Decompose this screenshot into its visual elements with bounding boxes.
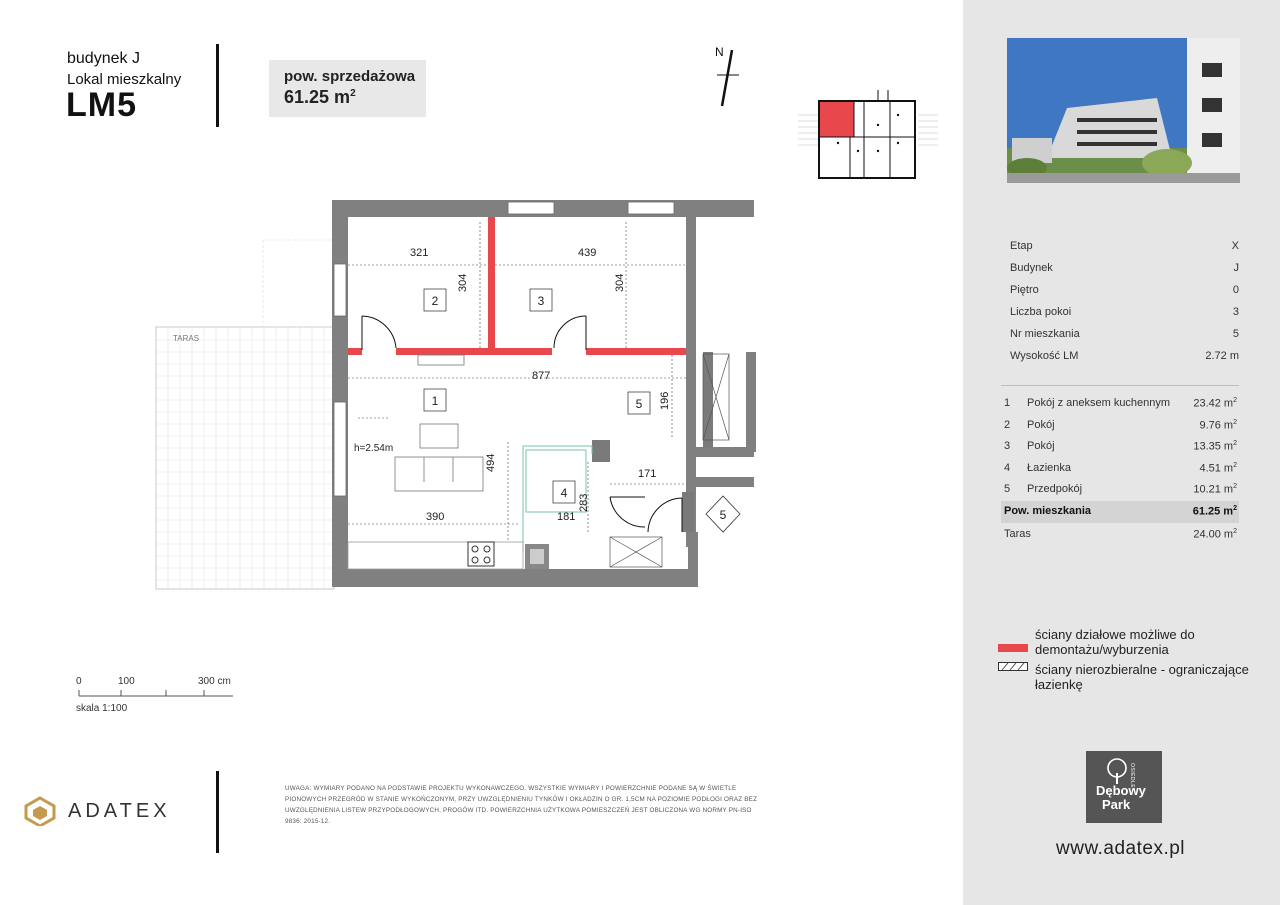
- total-area-label: Pow. mieszkania: [1004, 505, 1092, 517]
- room-row: [1001, 458, 1239, 480]
- legend-text-non-removable: ściany nierozbieralne - ograniczające łazienkę: [1035, 662, 1249, 692]
- scale-tick-300: 300 cm: [198, 676, 231, 687]
- legend-swatch-hatched: [998, 662, 1028, 671]
- info-row: [1010, 240, 1239, 262]
- info-row-value: 0: [1232, 284, 1239, 296]
- rooms-table: [1001, 393, 1239, 501]
- room-number-label: 4: [560, 486, 568, 500]
- website-link[interactable]: www.adatex.pl: [1056, 838, 1186, 859]
- compass-icon: [705, 40, 745, 110]
- info-row: [1010, 306, 1239, 328]
- room-row: [1001, 436, 1239, 458]
- info-row: [1010, 328, 1239, 350]
- room-row-area: 13.35 $m^2$: [1193, 440, 1237, 453]
- scale-tick-100: 100: [118, 676, 135, 687]
- room-row-area: 9.76 $m^2$: [1199, 418, 1237, 432]
- key-plan: [798, 85, 948, 185]
- dimension-labels: [410, 247, 671, 523]
- dimension-label: 439: [578, 247, 597, 259]
- total-area-row: [1001, 501, 1239, 523]
- header-divider: [216, 44, 219, 127]
- info-row-label: Liczba pokoi: [1010, 306, 1072, 318]
- info-row-value: X: [1231, 240, 1239, 252]
- info-row-value: 2.72 m: [1205, 350, 1239, 362]
- info-row-label: Wysokość LM: [1010, 350, 1079, 362]
- room-row: [1001, 479, 1239, 501]
- furniture: [395, 355, 483, 491]
- dimension-lines: [348, 222, 686, 542]
- room-row-area: 4.51 $m^2$: [1199, 461, 1237, 475]
- room-row-number: 3: [1004, 440, 1011, 452]
- sales-area-box: [269, 60, 426, 117]
- floor-plan: [148, 192, 760, 597]
- info-separator: [1001, 385, 1239, 386]
- estate-logo: [1086, 751, 1162, 823]
- legend-text-demolishable: ściany działowe możliwe do demontażu/wyburzenia: [1035, 627, 1195, 657]
- room-number-label: 5: [635, 397, 643, 411]
- dimension-label: 283: [578, 493, 590, 512]
- legend-swatch-demolishable: [998, 644, 1028, 652]
- compass-north-label: N: [715, 45, 724, 59]
- room-row-number: 4: [1004, 461, 1011, 474]
- room-number-label: 2: [431, 294, 439, 308]
- building-rendering-image: [1007, 38, 1240, 183]
- dimension-label: 171: [638, 468, 657, 480]
- dimension-label: 304: [614, 273, 626, 292]
- legal-note: UWAGA: WYMIARY PODANO NA PODSTAWIE PROJEKTU WYKONAWCZEGO. WSZYSTKIE WYMIARY I POWIERZCHNIE PODANE SĄ W ŚWIETLE PIONOWYCH PRZEGRÓD W STANIE WYKOŃCZONYM, PRZY UWZGLĘDNIENIU TYNKÓW I OKŁADZIN O GR. 1,5CM NA POZIOMIE PODŁOGI ORAZ BEZ UWZGLĘDNIENIA LISTEW PRZYPODŁOGOWYCH, PROGÓW ITD. POWIERZCHNIA UŻYTKOWA POMIESZCZEŃ JEST OBLICZONA WG NORMY PN-ISO 9836: 2015-12.: [285, 785, 758, 825]
- dimension-label: 181: [557, 511, 576, 523]
- info-row-label: Etap: [1010, 240, 1033, 252]
- info-row-label: Budynek: [1010, 262, 1053, 274]
- dimension-label: 321: [410, 247, 429, 259]
- info-row: [1010, 262, 1239, 284]
- entry-marker-label: 5: [719, 508, 727, 522]
- scale-label: skala 1:100: [76, 703, 128, 714]
- room-number-label: 1: [431, 394, 439, 408]
- room-row-area: 10.21 $m^2$: [1193, 483, 1237, 496]
- room-row-name: Pokój z aneksem kuchennym: [1027, 397, 1171, 409]
- room-row-name: Przedpokój: [1027, 483, 1083, 495]
- room-row-number: 2: [1004, 418, 1011, 431]
- dimension-label: 877: [532, 370, 551, 382]
- dimension-label: 494: [485, 453, 497, 472]
- terrace-row: [1001, 526, 1239, 542]
- scale-tick-0: 0: [76, 676, 82, 687]
- info-row-value: 3: [1232, 306, 1239, 318]
- footer-divider: [216, 771, 219, 853]
- ceiling-height-note: h=2.54m: [354, 443, 394, 454]
- key-plan-highlight: [820, 102, 854, 137]
- scale-bar: [76, 688, 236, 700]
- room-row-name: Pokój: [1027, 440, 1055, 452]
- dimension-label: 304: [457, 273, 469, 292]
- sales-area-label: pow. sprzedażowa: [284, 68, 416, 85]
- estate-small-label: OSIEDLE: [1129, 763, 1135, 789]
- room-row-number: 5: [1004, 483, 1011, 495]
- kitchen-counter: [348, 542, 549, 569]
- demolishable-walls: [348, 217, 686, 355]
- room-row-name: Łazienka: [1027, 461, 1072, 474]
- total-area-value: 61.25 $m^2$: [1192, 505, 1237, 518]
- room-row: [1001, 415, 1239, 437]
- info-row-label: Piętro: [1010, 284, 1039, 296]
- info-row: [1010, 284, 1239, 306]
- company-logo-text: ADATEX: [68, 800, 171, 822]
- room-row-name: Pokój: [1027, 418, 1055, 431]
- estate-name-line1: Dębowy: [1096, 783, 1146, 798]
- unit-type-label: Lokal mieszkalny: [67, 71, 182, 88]
- info-row-value: 5: [1232, 328, 1239, 340]
- dimension-label: 196: [659, 391, 671, 410]
- terrace-row-value: 24.00 $m^2$: [1193, 528, 1237, 541]
- terrace-grid: [156, 240, 335, 589]
- building-label: budynek J: [67, 50, 140, 67]
- sales-area-value: 61.25 $m^2$: [284, 87, 356, 107]
- info-row-label: Nr mieszkania: [1010, 328, 1080, 340]
- entry-marker: [706, 496, 740, 532]
- adatex-logo-icon: [22, 796, 58, 826]
- room-row-area: 23.42 $m^2$: [1193, 397, 1237, 410]
- info-row-value: J: [1233, 262, 1239, 274]
- terrace-label: TARAS: [173, 334, 200, 343]
- terrace-row-label: Taras: [1004, 528, 1031, 540]
- tree-icon: [1103, 757, 1131, 785]
- room-row: [1001, 393, 1239, 415]
- unit-code: LM5: [66, 86, 137, 124]
- room-row-number: 1: [1004, 397, 1011, 409]
- dimension-label: 390: [426, 511, 445, 523]
- info-row: [1010, 350, 1239, 372]
- room-number-label: 3: [537, 294, 545, 308]
- estate-name-line2: Park: [1102, 797, 1131, 812]
- rendering-illustration: [1007, 38, 1240, 183]
- room-number-boxes: [424, 289, 650, 503]
- info-table: [1010, 240, 1239, 372]
